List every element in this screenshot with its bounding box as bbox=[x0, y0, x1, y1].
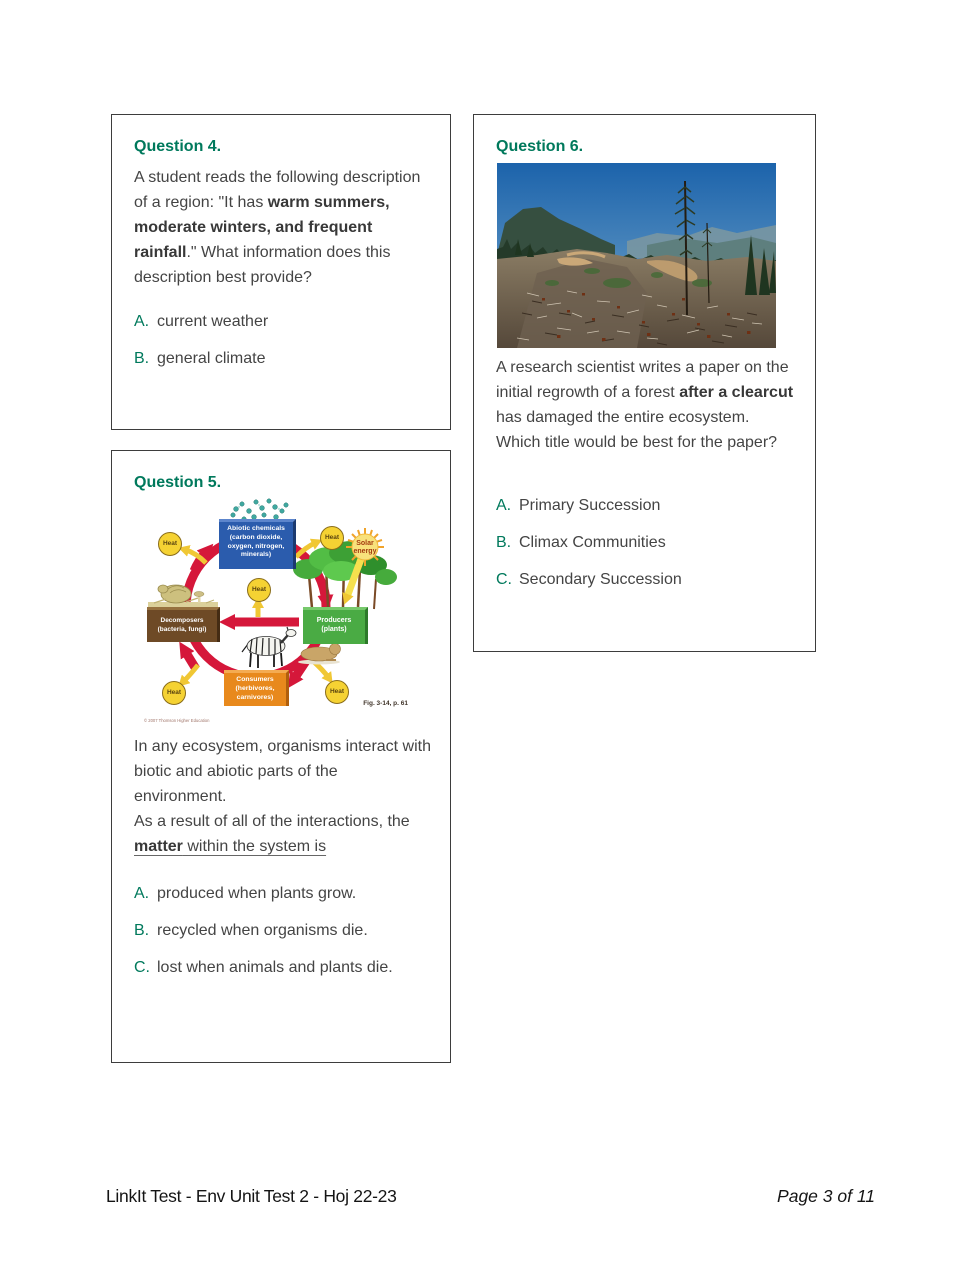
question-5-paragraph-2: As a result of all of the interactions, the matter within the system is bbox=[134, 813, 410, 855]
question-6-text-part: has damaged the entire ecosystem. Which title would be best for the paper? bbox=[496, 409, 778, 451]
option-letter: B. bbox=[134, 922, 150, 939]
question-4-title: Question 4. bbox=[134, 138, 222, 155]
option-text: Primary Succession bbox=[519, 497, 661, 514]
option-text: lost when animals and plants die. bbox=[157, 959, 393, 976]
diagram-box-producers: Producers (plants) bbox=[303, 607, 368, 644]
diagram-box-decomposers: Decomposers (bacteria, fungi) bbox=[147, 607, 220, 642]
decomposer-illustration bbox=[148, 585, 218, 608]
question-5-title: Question 5. bbox=[134, 474, 222, 491]
question-5-option-a bbox=[134, 881, 393, 906]
figure-caption: Fig. 3-14, p. 61 bbox=[363, 700, 408, 707]
heat-badge: Heat bbox=[162, 681, 186, 705]
option-text: Climax Communities bbox=[519, 534, 666, 551]
question-5-option-b bbox=[134, 918, 393, 943]
question-4-text bbox=[134, 165, 434, 290]
question-6-option-c bbox=[496, 567, 682, 592]
option-text: Secondary Succession bbox=[519, 571, 682, 588]
question-4-options bbox=[134, 309, 268, 383]
option-letter: C. bbox=[134, 959, 150, 976]
option-text: produced when plants grow. bbox=[157, 885, 357, 902]
zebra-illustration bbox=[242, 627, 296, 668]
question-4-option-a bbox=[134, 309, 268, 334]
question-5-text bbox=[134, 734, 434, 859]
question-6-text-part: A research scientist writes a paper on the initial regrowth of a forest bbox=[496, 359, 789, 401]
question-6-title: Question 6. bbox=[496, 138, 584, 155]
option-letter: A. bbox=[134, 313, 150, 330]
question-5-options bbox=[134, 881, 393, 992]
heat-badge: Heat bbox=[325, 680, 349, 704]
ecosystem-cycle-diagram bbox=[136, 495, 428, 731]
footer-test-name: LinkIt Test - Env Unit Test 2 - Hoj 22-23 bbox=[106, 1186, 397, 1206]
question-5-card bbox=[111, 450, 451, 1063]
option-letter: B. bbox=[496, 534, 512, 551]
option-text: current weather bbox=[157, 313, 269, 330]
question-6-option-a bbox=[496, 493, 682, 518]
heat-badge: Heat bbox=[320, 526, 344, 550]
solar-label-line2: energy bbox=[353, 548, 377, 555]
footer-page-number: Page 3 of 11 bbox=[777, 1186, 875, 1206]
underlined-phrase: matter within the system is bbox=[134, 838, 327, 855]
question-6-options bbox=[496, 493, 682, 604]
question-4-text-bold: warm summers, moderate winters, and frequent rainfall bbox=[134, 194, 390, 261]
diagram-box-consumers: Consumers (herbivores, carnivores) bbox=[224, 670, 289, 706]
option-text: recycled when organisms die. bbox=[157, 922, 368, 939]
option-text: general climate bbox=[157, 350, 266, 367]
option-letter: B. bbox=[134, 350, 150, 367]
question-5-option-c bbox=[134, 955, 393, 980]
question-6-text-bold: after a clearcut bbox=[679, 384, 794, 401]
question-6-card bbox=[473, 114, 816, 652]
question-5-paragraph-1: In any ecosystem, organisms interact with biotic and abiotic parts of the environment. bbox=[134, 738, 432, 805]
question-4-text-part: A student reads the following description of a region: "It has bbox=[134, 169, 421, 211]
question-4-option-b bbox=[134, 346, 268, 371]
diagram-box-abiotic-chemicals: Abiotic chemicals (carbon dioxide, oxygen, nitrogen, minerals) bbox=[219, 519, 296, 569]
trees-illustration bbox=[293, 541, 397, 609]
option-letter: C. bbox=[496, 571, 512, 588]
question-6-text bbox=[496, 355, 796, 455]
option-letter: A. bbox=[496, 497, 512, 514]
molecule-dots bbox=[231, 499, 288, 521]
question-4-text-part: ." What information does this description best provide? bbox=[134, 244, 391, 286]
copyright-text: © 2007 Thomson Higher Education bbox=[144, 718, 210, 723]
question-4-card bbox=[111, 114, 451, 430]
lion-illustration bbox=[298, 644, 341, 665]
clearcut-forest-photo bbox=[497, 163, 776, 348]
option-letter: A. bbox=[134, 885, 150, 902]
question-6-option-b bbox=[496, 530, 682, 555]
heat-badge: Heat bbox=[247, 578, 271, 602]
solar-label-line1: Solar bbox=[356, 540, 374, 547]
heat-badge: Heat bbox=[158, 532, 182, 556]
